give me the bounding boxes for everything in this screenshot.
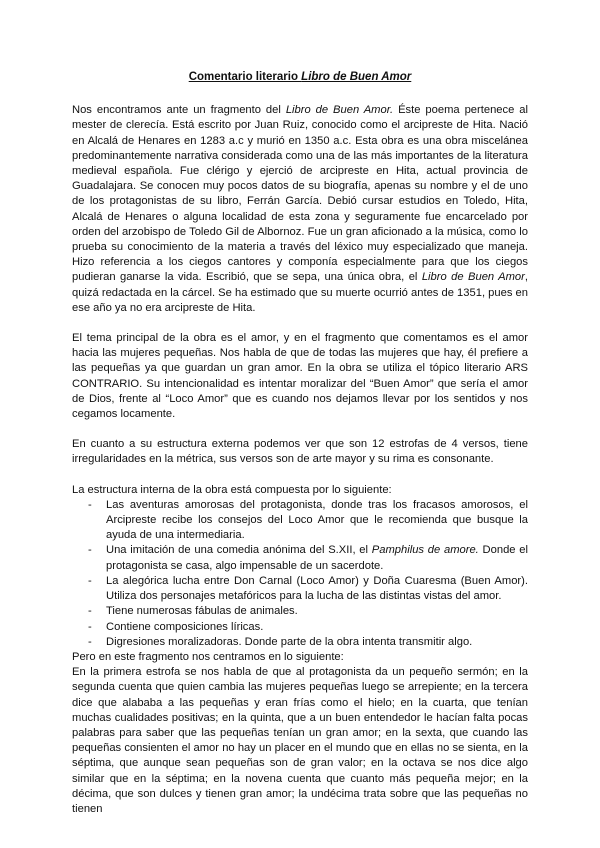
text-run: , quizá redactada en la cárcel. Se ha estimado que su muerte ocurrió antes de 1351, pues en ese año ya no era arcipreste de Hita. — [72, 271, 528, 314]
fragment-intro: Pero en este fragmento nos centramos en lo siguiente: — [72, 650, 344, 663]
text-run: Nos encontramos ante un fragmento del — [72, 104, 286, 117]
list-item — [88, 498, 528, 544]
list-item — [88, 604, 528, 619]
text-run: Una imitación de una comedia anónima del S.XII, el — [106, 544, 372, 557]
text-run: Contiene composiciones líricas. — [106, 620, 264, 633]
paragraph-external-structure — [72, 437, 528, 467]
internal-structure-intro: La estructura interna de la obra está compuesta por lo siguiente: — [72, 483, 392, 496]
paragraph-intro — [72, 103, 528, 316]
text-run: Donde el protagonista se casa, algo impensable de un sacerdote. — [106, 544, 528, 572]
internal-structure-list — [72, 498, 528, 650]
list-item — [88, 620, 528, 635]
paragraph-theme — [72, 331, 528, 422]
text-run: En cuanto a su estructura externa podemos ver que son 12 estrofas de 4 versos, tiene irregularidades en la métrica, sus versos son de arte mayor y su rima es consonante. — [72, 438, 528, 466]
italic-text: Libro de Buen Amor — [421, 271, 525, 284]
text-run: Éste poema pertenece al mester de clerecía. Está escrito por Juan Ruiz, conocido como el arcipreste de Hita. Nació en Alcalá de Henares en 1283 a.c y murió en 1350 a.c. Esta obra es una obra miscelánea predominantemente narrativa considerada como una de las más importantes de la literatura medieval española. Fue clérigo y ejerció de arcipreste en Hita, actual provincia de Guadalajara. Se conocen muy pocos datos de su biografía, apenas su nombre y el de uno de los protagonistas de su libro, Ferrán García. Debió cursar estudios en Toledo, Hita, Alcalá de Henares o alguna localidad de esta zona y seguramente fue encarcelado por orden del arzobispo de Toledo Gil de Albornoz. Fue un gran aficionado a la música, como lo prueba su conocimiento de la materia a través del léxico muy especializado que maneja. Hizo referencia a los ciegos cantores y componía especialmente para que los ciegos pudieran ganarse la vida. Escribió, que se sepa, una única obra, el — [72, 104, 528, 284]
text-run: Tiene numerosas fábulas de animales. — [106, 605, 298, 618]
list-item — [88, 635, 528, 650]
text-run: La alegórica lucha entre Don Carnal (Loco Amor) y Doña Cuaresma (Buen Amor). Utiliza dos personajes metafóricos para la lucha de las distintas vistas del amor. — [106, 574, 528, 603]
list-item — [88, 543, 528, 573]
paragraph-fragment-analysis: En la primera estrofa se nos habla de que al protagonista da un pequeño sermón; en la segunda cuenta que quien cambia las mujeres pequeñas luego se arrepiente; en la tercera dice que alababa a las pequeñas y eran frías como el hielo; en la cuarta, que tenían muchas cualidades positivas; en la quinta, que a un buen entendedor le hacían falta pocas palabras para saber que las pequeñas tenían un gran amor; en la sexta, que cuando las pequeñas consienten el amor no hay un placer en el mundo que en ellas no se sienta, en la séptima, que aunque sean pequeñas son de gran valor; en la octava se nos dice algo similar que en la séptima; en la novena cuenta que cuanto más pequeña mejor; en la décima, que son dulces y tienen gran amor; la undécima trata sobre que las pequeñas no tienen — [72, 666, 528, 815]
italic-text: Libro de Buen Amor. — [285, 104, 394, 117]
text-run: Digresiones moralizadoras. Donde parte de la obra intenta transmitir algo. — [106, 635, 473, 648]
title-prefix: Comentario literario — [188, 71, 302, 83]
page-title — [72, 70, 528, 85]
list-item — [88, 574, 528, 604]
italic-text: Pamphilus de amore. — [371, 544, 479, 557]
title-italic: Libro de Buen Amor — [301, 71, 412, 83]
text-run: El tema principal de la obra es el amor, y en el fragmento que comentamos es el amor hacia las mujeres pequeñas. Nos habla de que de todas las mujeres que hay, él prefiere a las pequeñas ya que guardan un gran amor. En la obra se utiliza el tópico literario ARS CONTRARIO. Su intencionalidad es intentar moralizar del “Buen Amor” que sería el amor de Dios, frente al “Loco Amor” que es cuando nos dejamos llevar por los sentidos y nos cegamos locamente. — [72, 332, 528, 421]
text-run: Las aventuras amorosas del protagonista, donde tras los fracasos amorosos, el Arcipreste recibe los consejos del Loco Amor que le recomienda que busque la ayuda de una intermediaria. — [106, 498, 528, 542]
